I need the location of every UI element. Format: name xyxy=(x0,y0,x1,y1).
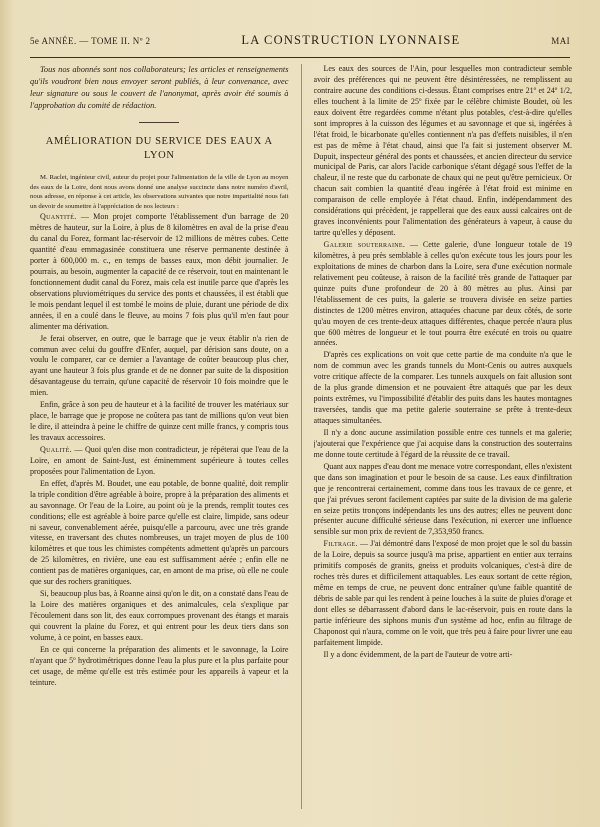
section-lead-galerie: Galerie souterraine. xyxy=(323,240,406,249)
header-month: MAI xyxy=(551,36,570,46)
section-lead-quantite: Quantité. xyxy=(40,212,77,222)
paragraph-filtrage xyxy=(314,539,573,648)
section-lead-filtrage: Filtrage. xyxy=(323,539,358,549)
paragraph-quantite xyxy=(30,212,289,332)
paragraph-text: — Cette galerie, d'une longueur totale de 19 kilomètres, à peu près semblable à celles qu'on exécute tous les jours pour les exploitations de mines de charbon dans la Loire, sera d'une exécution normale relativement peu coûteuse, à raison de la facilité très grande de l'attaquer par quinze puits d'une profondeur de 20 à 80 mètres au plus. Ainsi par l'établissement de ces puits, la galerie se trouvera divisée en seize parties distinctes de 1200 mètres environ, attaquées chacune par deux côtés, de sorte qu'au moyen de ces trente-deux attaques différentes, chaque percée n'aura plus que 600 mètres de longueur et le tout pourra être exécuté en trois ou quatre années. xyxy=(313,240,572,348)
article-title: AMÉLIORATION DU SERVICE DES EAUX A LYON xyxy=(45,135,273,161)
paragraph: En ce qui concerne la préparation des aliments et le savonnage, la Loire n'ayant que 5º hydrotimétriques donne l'eau la plus pure et la plus parfaite pour cet usage, de même qu'elle est très estimée pour les appareils à vapeur et la teinture. xyxy=(30,644,289,687)
paragraph: D'après ces explications on voit que cette partie de ma conduite n'a que le nom de commun avec les grands tunnels du Mont-Cenis ou autres auxquels votre critique affecte de la comparer. Les tunnels auxquels on fait allusion sont de la plus grande dimension et ne pouvaient être attaqués que par les deux points extrêmes, vu l'impossibilité d'établir des puits dans les hautes montagnes traversées, tandis que ma petite galerie souterraine se prête à trente-deux attaques simultanées. xyxy=(313,350,572,425)
section-lead-qualite: Qualité. xyxy=(40,444,72,454)
paragraph: Il n'y a donc aucune assimilation possible entre ces tunnels et ma galerie; j'ajouterai que l'expérience que j'ai acquise dans la construction des souterrains me donne toute certitude à l'égard de la réussite de ce travail. xyxy=(313,427,572,459)
paragraph: Les eaux des sources de l'Ain, pour lesquelles mon contradicteur semble avoir des préférences qui ne peuvent être désintéressées, ne remplissent au contraire aucune des conditions ci-dessus. Étant comprises entre 21º et 24º 1/2, elles touchent à la limite de 25º fixée par le célèbre chimiste Boudet, où les eaux doivent être regardées comme n'étant plus potables, c'est-à-dire qu'elles sont impropres à la cuisson des légumes et au savonnage et que si, ingérées à l'état froid, le bicarbonate qu'elles contiennent n'a pas d'effets nuisibles, il n'en est pas de même à l'état chaud, ainsi que l'a fait si justement observer M. Dupuit, inspecteur général des ponts et chaussées, et ancien directeur du service municipal de Paris, car alors l'acide carbonique s'étant dégagé sous l'effet de la chaleur, il ne reste que du carbonate de chaux qui ne peut qu'être pernicieux. Or chacun sait combien la quantité d'eau ingérée à l'état froid est minime en comparaison de celle employée à l'état chaud. Enfin, indépendamment des considérations qui précèdent, je rappellerai que des eaux aussi calcaires ont de graves inconvénients pour l'alimentation des générateurs à vapeur, à cause du tartre qu'elles y déposent. xyxy=(313,64,572,238)
paragraph: Je ferai observer, en outre, que le barrage que je veux établir n'a rien de commun avec celui du gouffre d'Enfer, auquel, par dérision sans doute, on a voulu le comparer, car ce dernier a l'avantage de coûter beaucoup plus cher, ayant une hauteur 3 fois plus grande et de ne donner par suite de la disposition désavantageuse du terrain, qu'une capacité de réservoir 10 fois moindre que le mien. xyxy=(30,333,289,398)
paragraph-qualite xyxy=(30,445,289,478)
paragraph-text: — Mon projet comporte l'établissement d'un barrage de 20 mètres de hauteur, sur la Loire, à plus de 8 kilomètres en aval de la prise d'eau du canal du Forez, formant lac-réservoir de 12 millions de mètres cubes. Cette quantité d'eau emmagasinée constituera une réserve permanente destinée à porter à 600,000 m. c., en temps de basses eaux, mon débit journalier. Je pourrais, au besoin, augmenter la capacité de ce réservoir, tout en maintenant le fonctionnement dudit canal du Forez, mais cela est inutile parce que d'après les observations pluviométriques du service des ponts et chaussées, il est établi que le mois pendant lequel il est tombé le moins de pluie, durant une période de dix années, il en a coulé dans le fleuve, au moins 7 fois plus qu'il m'en faut pour alimenter ma dérivation. xyxy=(30,212,289,331)
separator-rule xyxy=(139,122,179,123)
paragraph-galerie xyxy=(314,240,573,349)
paragraph: En effet, d'après M. Boudet, une eau potable, de bonne qualité, doit remplir la triple condition d'être agréable à boire, propre à la préparation des aliments et au savonnage. Or l'eau de la Loire, au point où je la prends, remplit toutes ces conditions; elle est agréable à boire parce qu'elle est claire, limpide, sans odeur ni saveur, convenablement aérée, puisqu'elle a parcouru, avec une très grande vitesse, en traversant des chutes nombreuses, un trajet moyen de plus de 100 kilomètres et que tous les chimistes compétents admettent qu'après un parcours de 25 kilomètres, en rivière, une eau est suffisamment aérée ; enfin elle ne contient pas de matières organiques, car, en amont de ma prise, où elle ne coule que sur des rochers granitiques. xyxy=(30,478,289,587)
paragraph: Il y a donc évidemment, de la part de l'auteur de votre arti- xyxy=(323,649,513,659)
paragraph: Si, beaucoup plus bas, à Roanne ainsi qu'on le dit, on a constaté dans l'eau de la Loire des matières organiques et des animalcules, cela s'explique par l'écoulement dans son lit, des eaux corrompues provenant des étangs et marais qui couvrent la plaine du Forez, et qui entrent pour les deux tiers dans son volume, à ce point, en basses eaux. xyxy=(30,589,289,642)
paragraph: Enfin, grâce à son peu de hauteur et à la facilité de trouver les matériaux sur place, le barrage que je propose ne coûtera pas tant de millions qu'on veut bien le dire, il atteindra à peine le chiffre de quinze cent mille francs, y compris tous les travaux accessoires. xyxy=(30,400,289,443)
header-journal-title: LA CONSTRUCTION LYONNAISE xyxy=(241,33,461,47)
left-column xyxy=(30,64,289,809)
article-summary: M. Raclet, ingénieur civil, auteur du projet pour l'alimentation de la ville de Lyon au moyen des eaux de la Loire, dont nous avons donné une analyse succincte dans notre numéro d'avril, nous adresse, en réponse à cet article, les observations suivantes que notre impartialité nous fait un devoir de soumettre à l'appréciation de nos lecteurs : xyxy=(30,174,289,210)
text-columns xyxy=(30,64,572,809)
paragraph-text: — J'ai démontré dans l'exposé de mon projet que le sol du bassin de la Loire, depuis sa source jusqu'à ma prise, appartient en entier aux terrains primitifs composés de granits, gneiss et produits volcaniques, c'est-à dire de roches très dures et difficilement attaquables. Les eaux sortant de cette région, même en temps de crue, ne peuvent donc entraîner qu'une faible quantité de débris de sable par qui les rendent à peine louches à la suite de pluies d'orage et dont elles se débarrassent d'abord dans le lac-réservoir, puis en route dans la partie inférieure des siphons munis d'un système ad hoc, enfin au filtrage de Chaponost qui n'aura, comme on le voit, que très peu à faire pour livrer une eau parfaitement limpide. xyxy=(313,539,572,647)
header-issue: 5e ANNÉE. — TOME II. Nº 2 xyxy=(30,36,151,46)
paragraph-text: — Quoi qu'en dise mon contradicteur, je répéterai que l'eau de la Loire, en amont de Saint-Just, est éminemment supérieure à toutes celles proposées pour l'alimentation de Lyon. xyxy=(30,444,289,476)
editorial-notice: Tous nos abonnés sont nos collaborateurs; les articles et renseignements qu'ils voudront bien nous envoyer seront publiés, à leur convenance, avec leur signature ou sous le couvert de l'anonymat, après avoir été soumis à l'approbation du comité de rédaction. xyxy=(30,65,289,110)
right-column xyxy=(314,64,573,809)
column-divider xyxy=(301,64,302,809)
running-header xyxy=(30,33,570,58)
paragraph: Quant aux nappes d'eau dont me menace votre correspondant, elles n'existent que dans son imagination et pour le besoin de sa cause. Les eaux d'infiltration que je rencontrerai certainement, comme dans tous les travaux de ce genre, et que j'ai prévues seront facilement captées par suite de la division de ma galerie en seize petits tronçons indépendants les uns des autres; elles ne peuvent donc présenter aucune difficulté sérieuse dans l'exécution, ni exercer une influence sensible sur mon prix de revient de 7,353,950 francs. xyxy=(313,461,572,537)
